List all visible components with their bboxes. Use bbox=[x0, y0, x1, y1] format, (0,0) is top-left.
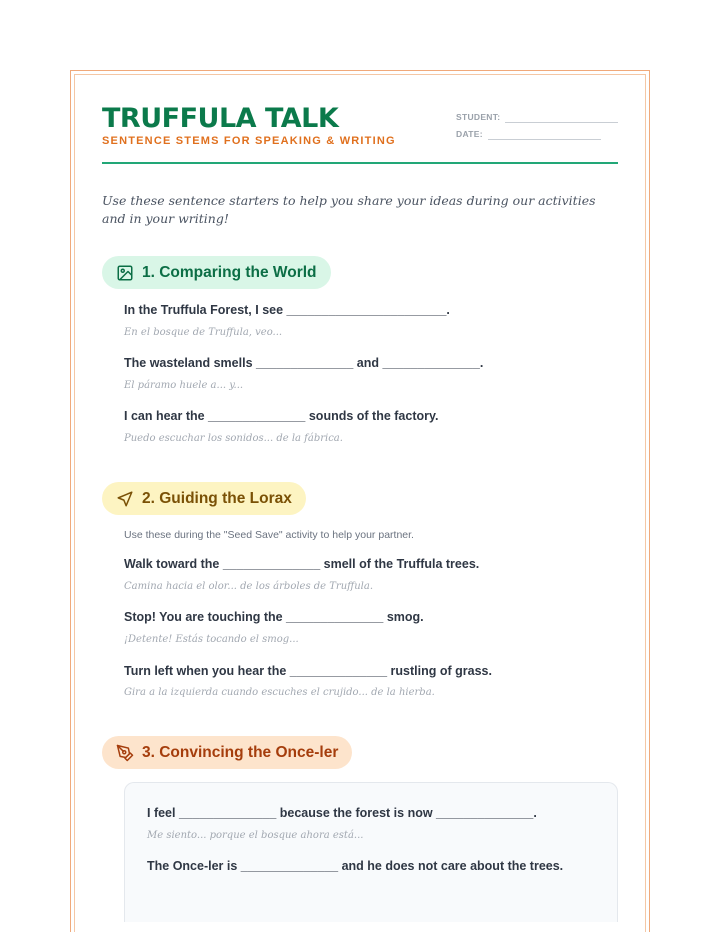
stem-translation: El páramo huele a... y... bbox=[124, 380, 244, 391]
sentence-stem: The Once-ler is ______________ and he does not care about the trees. bbox=[147, 859, 564, 873]
student-label: STUDENT: bbox=[456, 112, 501, 122]
stem-translation: En el bosque de Truffula, veo... bbox=[124, 327, 283, 338]
section-title: 3. Convincing the Once-ler bbox=[142, 743, 339, 761]
section-title: 2. Guiding the Lorax bbox=[142, 489, 292, 507]
section-heading-guiding bbox=[102, 482, 306, 515]
section-heading-convincing bbox=[102, 736, 352, 769]
section-heading-comparing bbox=[102, 256, 331, 289]
sentence-stem: I can hear the ______________ sounds of the factory. bbox=[124, 409, 439, 423]
worksheet-subtitle: SENTENCE STEMS FOR SPEAKING & WRITING bbox=[102, 135, 396, 147]
worksheet-header bbox=[102, 100, 618, 164]
sentence-stem: Walk toward the ______________ smell of the Truffula trees. bbox=[124, 557, 480, 571]
worksheet bbox=[102, 100, 618, 873]
sentence-stem: I feel ______________ because the forest is now ______________. bbox=[147, 806, 537, 820]
date-label: DATE: bbox=[456, 129, 483, 139]
student-field[interactable] bbox=[456, 112, 618, 122]
intro-text: Use these sentence starters to help you share your ideas during our activities and in your writing! bbox=[102, 193, 596, 226]
section-note: Use these during the "Seed Save" activity to help your partner. bbox=[124, 529, 414, 541]
sentence-stem: Turn left when you hear the ______________ rustling of grass. bbox=[124, 664, 492, 678]
stem-translation: Gira a la izquierda cuando escuches el crujido... de la hierba. bbox=[124, 687, 435, 698]
stem-translation: ¡Detente! Estás tocando el smog... bbox=[124, 634, 299, 645]
date-line bbox=[488, 139, 601, 140]
sentence-stem: Stop! You are touching the ______________ smog. bbox=[124, 610, 424, 624]
stem-translation: Me siento... porque el bosque ahora está... bbox=[147, 830, 364, 841]
pen-nib-icon bbox=[116, 744, 134, 762]
student-line bbox=[505, 122, 618, 123]
sentence-stem: The wasteland smells ______________ and ______________. bbox=[124, 356, 484, 370]
image-icon bbox=[116, 264, 134, 282]
stem-translation: Puedo escuchar los sonidos... de la fábrica. bbox=[124, 433, 343, 444]
navigation-arrow-icon bbox=[116, 490, 134, 508]
stem-card bbox=[124, 782, 618, 922]
sentence-stem: In the Truffula Forest, I see _______________________. bbox=[124, 303, 450, 317]
worksheet-title: TRUFFULA TALK bbox=[102, 103, 339, 134]
date-field[interactable] bbox=[456, 129, 602, 139]
stem-translation: Camina hacia el olor... de los árboles de Truffula. bbox=[124, 581, 374, 592]
section-title: 1. Comparing the World bbox=[142, 263, 317, 281]
